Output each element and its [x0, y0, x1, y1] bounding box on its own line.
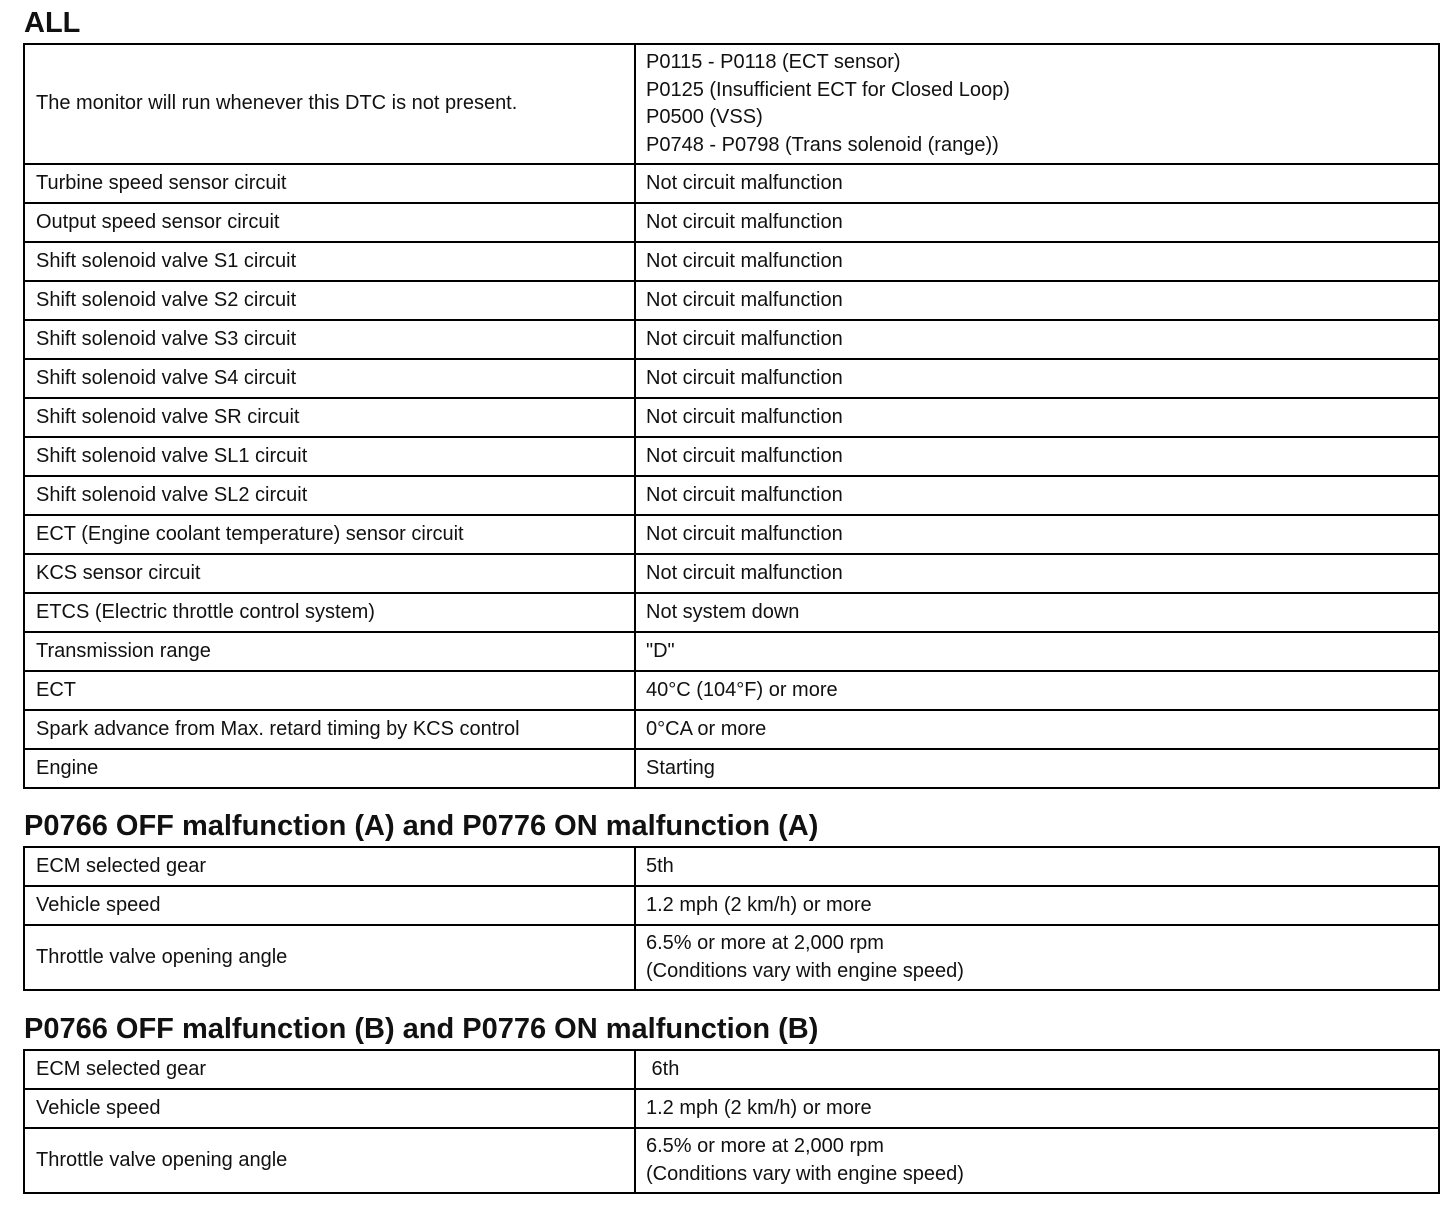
section-title-malfunction-a: P0766 OFF malfunction (A) and P0776 ON malfunction (A)	[24, 810, 819, 842]
table-row	[24, 320, 1439, 359]
condition-cell: Turbine speed sensor circuit	[24, 164, 635, 203]
condition-cell: Throttle valve opening angle	[24, 925, 635, 990]
condition-cell: Spark advance from Max. retard timing by KCS control	[24, 710, 635, 749]
value-line: P0748 - P0798 (Trans solenoid (range))	[646, 133, 999, 156]
condition-cell: Throttle valve opening angle	[24, 1128, 635, 1193]
table-row	[24, 886, 1439, 925]
table-row	[24, 1050, 1439, 1089]
table-row	[24, 671, 1439, 710]
value-line: P0500 (VSS)	[646, 106, 763, 128]
value-cell: 1.2 mph (2 km/h) or more	[635, 886, 1439, 925]
table-row	[24, 281, 1439, 320]
table-row	[24, 164, 1439, 203]
condition-cell: ETCS (Electric throttle control system)	[24, 593, 635, 632]
value-cell: 0°CA or more	[635, 710, 1439, 749]
value-cell: Not circuit malfunction	[635, 320, 1439, 359]
table-row	[24, 515, 1439, 554]
value-line: 6.5% or more at 2,000 rpm	[646, 1135, 884, 1157]
condition-cell: Vehicle speed	[24, 886, 635, 925]
table-row	[24, 710, 1439, 749]
value-cell: Starting	[635, 749, 1439, 788]
table-row	[24, 749, 1439, 788]
condition-cell: KCS sensor circuit	[24, 554, 635, 593]
value-line: (Conditions vary with engine speed)	[646, 959, 964, 982]
condition-cell: Shift solenoid valve S3 circuit	[24, 320, 635, 359]
value-cell	[635, 925, 1439, 990]
value-cell: 5th	[635, 847, 1439, 886]
table-row	[24, 925, 1439, 990]
table-row	[24, 1128, 1439, 1193]
value-line: P0115 - P0118 (ECT sensor)	[646, 51, 901, 73]
value-cell: 40°C (104°F) or more	[635, 671, 1439, 710]
condition-cell: Shift solenoid valve S1 circuit	[24, 242, 635, 281]
table-row	[24, 593, 1439, 632]
conditions-table-all	[23, 43, 1440, 789]
table-row	[24, 398, 1439, 437]
table-row	[24, 242, 1439, 281]
value-cell: 6th	[635, 1050, 1439, 1089]
condition-cell: Output speed sensor circuit	[24, 203, 635, 242]
value-cell: Not circuit malfunction	[635, 164, 1439, 203]
table-row	[24, 203, 1439, 242]
value-cell: Not circuit malfunction	[635, 398, 1439, 437]
table-row	[24, 476, 1439, 515]
value-cell: Not circuit malfunction	[635, 476, 1439, 515]
condition-cell: ECT (Engine coolant temperature) sensor circuit	[24, 515, 635, 554]
value-line: (Conditions vary with engine speed)	[646, 1162, 964, 1185]
table-row	[24, 437, 1439, 476]
value-cell: Not circuit malfunction	[635, 437, 1439, 476]
condition-cell: Shift solenoid valve S2 circuit	[24, 281, 635, 320]
value-cell	[635, 1128, 1439, 1193]
section-title-all: ALL	[24, 7, 81, 39]
table-row	[24, 359, 1439, 398]
table-row	[24, 44, 1439, 164]
condition-cell: Shift solenoid valve SL1 circuit	[24, 437, 635, 476]
table-row	[24, 847, 1439, 886]
condition-cell: ECM selected gear	[24, 1050, 635, 1089]
value-line: 6.5% or more at 2,000 rpm	[646, 932, 884, 954]
condition-cell: Engine	[24, 749, 635, 788]
value-cell: Not circuit malfunction	[635, 242, 1439, 281]
value-line: P0125 (Insufficient ECT for Closed Loop)	[646, 78, 1010, 101]
condition-cell: Shift solenoid valve SL2 circuit	[24, 476, 635, 515]
table-row	[24, 554, 1439, 593]
value-cell: Not circuit malfunction	[635, 515, 1439, 554]
value-cell: Not circuit malfunction	[635, 203, 1439, 242]
table-row	[24, 632, 1439, 671]
value-cell	[635, 44, 1439, 164]
section-title-malfunction-b: P0766 OFF malfunction (B) and P0776 ON malfunction (B)	[24, 1013, 819, 1045]
value-cell: Not circuit malfunction	[635, 359, 1439, 398]
value-cell: Not system down	[635, 593, 1439, 632]
condition-cell: Vehicle speed	[24, 1089, 635, 1128]
condition-cell: Transmission range	[24, 632, 635, 671]
condition-cell: ECM selected gear	[24, 847, 635, 886]
condition-cell: The monitor will run whenever this DTC is not present.	[24, 44, 635, 164]
table-row	[24, 1089, 1439, 1128]
condition-cell: Shift solenoid valve S4 circuit	[24, 359, 635, 398]
condition-cell: Shift solenoid valve SR circuit	[24, 398, 635, 437]
value-cell: 1.2 mph (2 km/h) or more	[635, 1089, 1439, 1128]
value-cell: Not circuit malfunction	[635, 554, 1439, 593]
condition-cell: ECT	[24, 671, 635, 710]
conditions-table-malfunction-b	[23, 1049, 1440, 1194]
conditions-table-malfunction-a	[23, 846, 1440, 991]
value-cell: Not circuit malfunction	[635, 281, 1439, 320]
value-cell: "D"	[635, 632, 1439, 671]
